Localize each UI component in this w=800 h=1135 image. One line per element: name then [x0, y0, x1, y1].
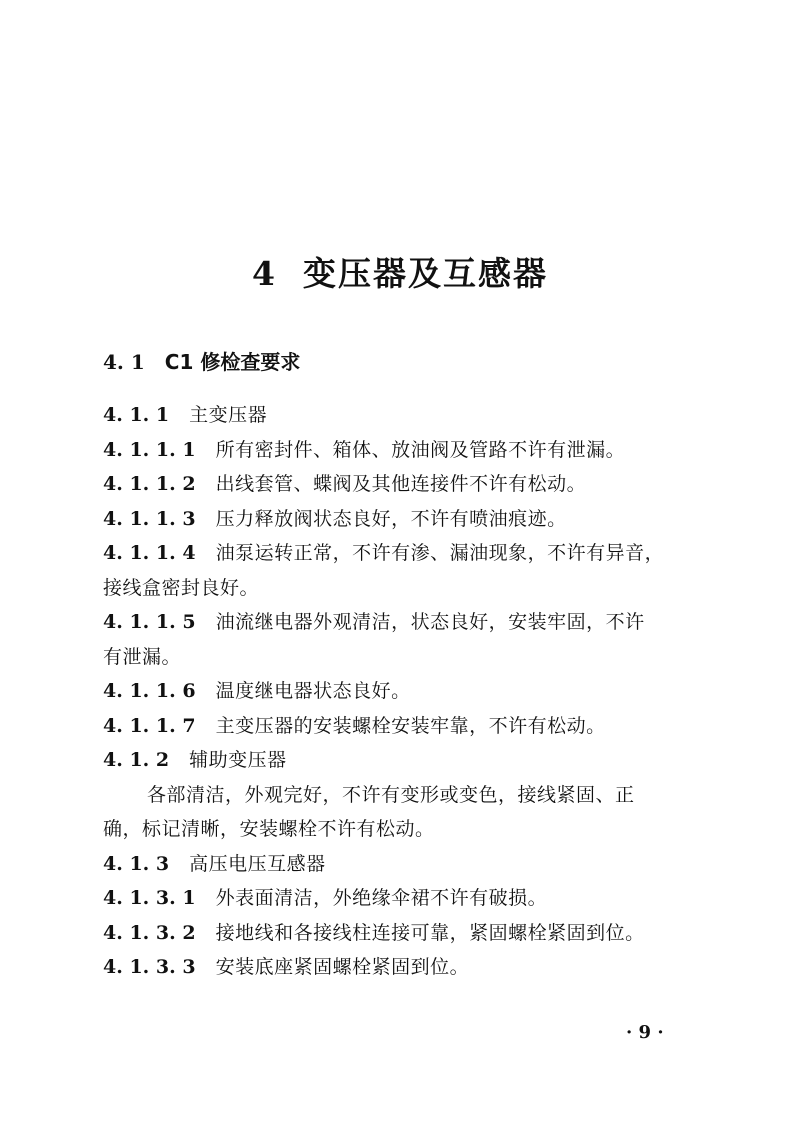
- document-body: [103, 398, 703, 985]
- clause-text: 辅助变压器: [189, 749, 287, 771]
- document-line: [103, 571, 703, 606]
- clause-text: 高压电压互感器: [189, 852, 326, 875]
- clause-text: 温度继电器状态良好。: [215, 680, 411, 702]
- document-line: [103, 950, 703, 985]
- document-line: [103, 847, 703, 882]
- document-line: [103, 743, 703, 778]
- chapter-number: 4: [252, 254, 277, 293]
- clause-number: 4. 1. 3. 3: [103, 956, 196, 978]
- document-line: [103, 502, 703, 537]
- clause-number: 4. 1. 1. 5: [103, 611, 196, 633]
- clause-text: 各部清洁，外观完好，不许有变形或变色，接线紧固、正: [147, 783, 635, 806]
- section-number: 4. 1: [103, 350, 145, 374]
- section-title-text: C1 修检查要求: [164, 350, 301, 374]
- document-line: [103, 674, 703, 709]
- document-line: [103, 398, 703, 433]
- document-line: [103, 640, 703, 675]
- clause-number: 4. 1. 1. 6: [103, 680, 196, 702]
- clause-number: 4. 1. 1. 1: [103, 438, 196, 461]
- clause-number: 4. 1. 1. 4: [103, 542, 196, 564]
- document-line: [103, 881, 703, 916]
- clause-number: 4. 1. 3: [103, 852, 170, 875]
- clause-number: 4. 1. 3. 2: [103, 921, 196, 944]
- clause-text: 确，标记清晰，安装螺栓不许有松动。: [103, 818, 435, 840]
- clause-text: 油泵运转正常，不许有渗、漏油现象，不许有异音，: [215, 542, 665, 564]
- document-line: [103, 812, 703, 847]
- clause-text: 出线套管、蝶阀及其他连接件不许有松动。: [215, 473, 587, 495]
- clause-number: 4. 1. 1: [103, 404, 170, 426]
- clause-number: 4. 1. 1. 7: [103, 714, 196, 737]
- clause-text: 有泄漏。: [103, 645, 182, 668]
- chapter-title: [0, 248, 800, 295]
- document-line: [103, 433, 703, 468]
- page-number: · 9 ·: [626, 1022, 664, 1043]
- document-line: [103, 536, 703, 571]
- document-line: [103, 916, 703, 951]
- clause-text: 外表面清洁，外绝缘伞裙不许有破损。: [215, 887, 548, 909]
- clause-text: 接地线和各接线柱连接可靠，紧固螺栓紧固到位。: [215, 921, 645, 944]
- clause-text: 压力释放阀状态良好，不许有喷油痕迹。: [215, 507, 567, 530]
- clause-number: 4. 1. 1. 3: [103, 507, 196, 530]
- section-title: [103, 346, 300, 375]
- clause-text: 主变压器的安装螺栓安装牢靠，不许有松动。: [215, 714, 606, 737]
- clause-number: 4. 1. 2: [103, 749, 170, 771]
- document-line: [103, 778, 703, 813]
- clause-text: 所有密封件、箱体、放油阀及管路不许有泄漏。: [215, 438, 626, 461]
- chapter-title-text: 变压器及互感器: [302, 254, 548, 293]
- clause-number: 4. 1. 3. 1: [103, 887, 196, 909]
- clause-text: 接线盒密封良好。: [103, 576, 260, 599]
- clause-number: 4. 1. 1. 2: [103, 473, 196, 495]
- clause-text: 油流继电器外观清洁，状态良好，安装牢固，不许: [215, 611, 645, 633]
- clause-text: 安装底座紧固螺栓紧固到位。: [215, 956, 470, 978]
- document-line: [103, 709, 703, 744]
- document-line: [103, 605, 703, 640]
- clause-text: 主变压器: [189, 404, 268, 426]
- document-line: [103, 467, 703, 502]
